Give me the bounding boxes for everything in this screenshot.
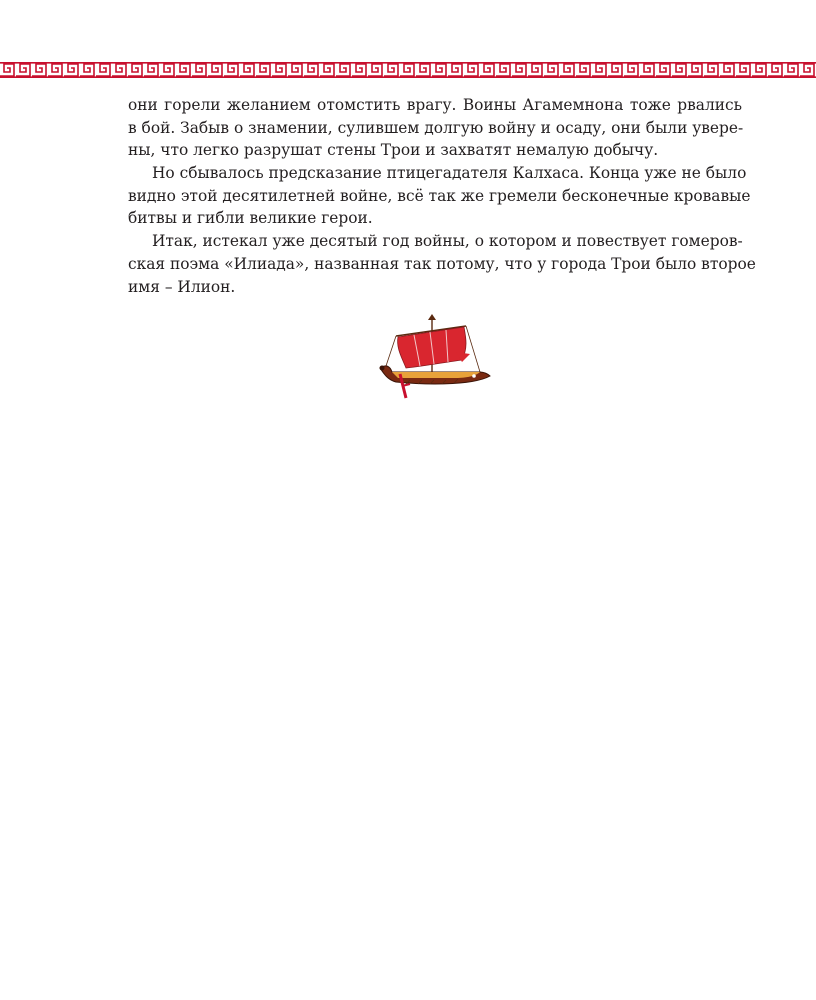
text-line: битвы и гибли великие герои.	[128, 209, 373, 228]
text-line: ны, что легко разрушат стены Трои и захватят немалую добычу.	[128, 141, 659, 160]
text-line: ская поэма «Илиада», названная так потому, что у города Трои было второе	[128, 254, 756, 273]
text-line: Итак, истекал уже десятый год войны, о котором и повествует гомеров-	[152, 232, 743, 251]
paragraph	[128, 162, 751, 230]
paragraph	[128, 94, 742, 162]
text-line: в бой. Забыв о знамении, сулившем долгую войну и осаду, они были увере-	[128, 118, 744, 137]
text-line: видно этой десятилетней войне, всё так же гремели бесконечные кровавые	[128, 186, 751, 205]
paragraph	[128, 230, 756, 298]
text-line: они горели желанием отомстить врагу. Воины Агамемнона тоже рвались	[128, 96, 742, 114]
body-text	[128, 94, 756, 298]
text-line: имя – Илион.	[128, 277, 236, 296]
greek-ship-icon	[376, 312, 492, 400]
meander-border	[0, 62, 816, 78]
text-line: Но сбывалось предсказание птицегадателя Калхаса. Конца уже не было	[152, 164, 747, 183]
